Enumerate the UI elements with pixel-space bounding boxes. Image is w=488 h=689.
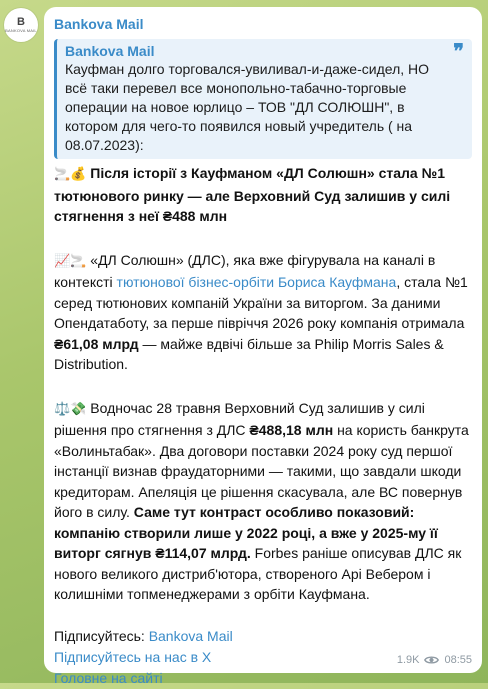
subscribe-prefix: Підписуйтесь:: [54, 627, 149, 644]
channel-avatar[interactable]: [4, 8, 38, 42]
kaufman-orbit-link[interactable]: тютюнової бізнес-орбіти Бориса Кауфмана: [116, 274, 397, 290]
message-bubble: [44, 7, 482, 686]
revenue-value: ₴61,08 млрд: [54, 335, 139, 352]
quote-text: Кауфман долго торговался-увиливал-и-даже-сидел, НО всё таки перевел все монопольно-табачно-торговые операции на новое юрлицо – ТОВ "ДЛ СОЛЮШН", в котором для чего-то появился новый учредитель ( на 08.07.2023):: [65, 61, 430, 153]
view-count: 1.9K: [396, 654, 420, 666]
market-text-3: — майже вдвічі більше за Philip Morris Sales & Distribution.: [54, 335, 444, 372]
cigarette-moneybag-icon: 🚬💰: [54, 167, 87, 182]
subscribe-x-link[interactable]: Підписуйтесь на нас в X: [54, 648, 212, 665]
paragraph-market: [54, 250, 472, 375]
scales-money-icon: ⚖️💸: [54, 401, 87, 417]
market-text-1: «ДЛ Солюшн» (ДЛС), яка вже фігурувала на каналі в контексті: [54, 251, 436, 290]
quote-author: Bankova Mail: [65, 43, 155, 59]
paragraph-headline: [54, 163, 472, 227]
court-text-2: на користь банкрута «Волиньтабак». Два договори поставки 2024 року суд першої інстанції визнав фраудаторними — такими, що завдали шкоди кредиторам. Апеляція це рішення скасувала, але ВС повернув його в силу.: [54, 422, 469, 520]
quote-icon: ❞: [453, 39, 464, 63]
headline-text: Після історії з Кауфманом «ДЛ Солюшн» стала №1 тютюнового ринку — але Верховний Суд залишив у силі стягнення з неї ₴488 млн: [54, 165, 451, 224]
message-meta: [397, 654, 472, 666]
court-amount: ₴488,18 млн: [249, 422, 334, 438]
paragraph-court: [54, 398, 472, 605]
contrast-text: Саме тут контраст особливо показовий: компанію створили лише у 2022 році, а вже у 2025-му її виторг сягнув ₴114,07 млрд.: [54, 504, 438, 561]
avatar-text: BANKOVA MAIL: [5, 28, 37, 33]
avatar-logo-icon: B: [17, 16, 25, 28]
chart-cigarette-icon: 📈🚬: [54, 253, 87, 269]
channel-name[interactable]: Bankova Mail: [54, 16, 144, 32]
subscribe-line: [54, 626, 472, 647]
main-site-link[interactable]: Головне на сайті: [54, 669, 163, 686]
subscribe-channel-link[interactable]: Bankova Mail: [148, 627, 233, 644]
court-text-3: Forbes раніше описував ДЛС як нового великого дистриб'ютора, створеного Арі Вебером і колишніми топменеджерами з орбіти Кауфмана.: [54, 545, 462, 602]
court-text-1: Водночас 28 травня Верховний Суд залишив у силі рішення про стягнення з ДЛС: [54, 399, 425, 438]
message-time: 08:55: [444, 654, 472, 666]
market-text-2: , стала №1 серед тютюнових компаній України за виторгом. За даними Опендатаботу, за перше півріччя 2026 року компанія отримала: [54, 274, 468, 331]
eye-icon: [424, 655, 439, 665]
forwarded-quote[interactable]: [54, 39, 472, 159]
